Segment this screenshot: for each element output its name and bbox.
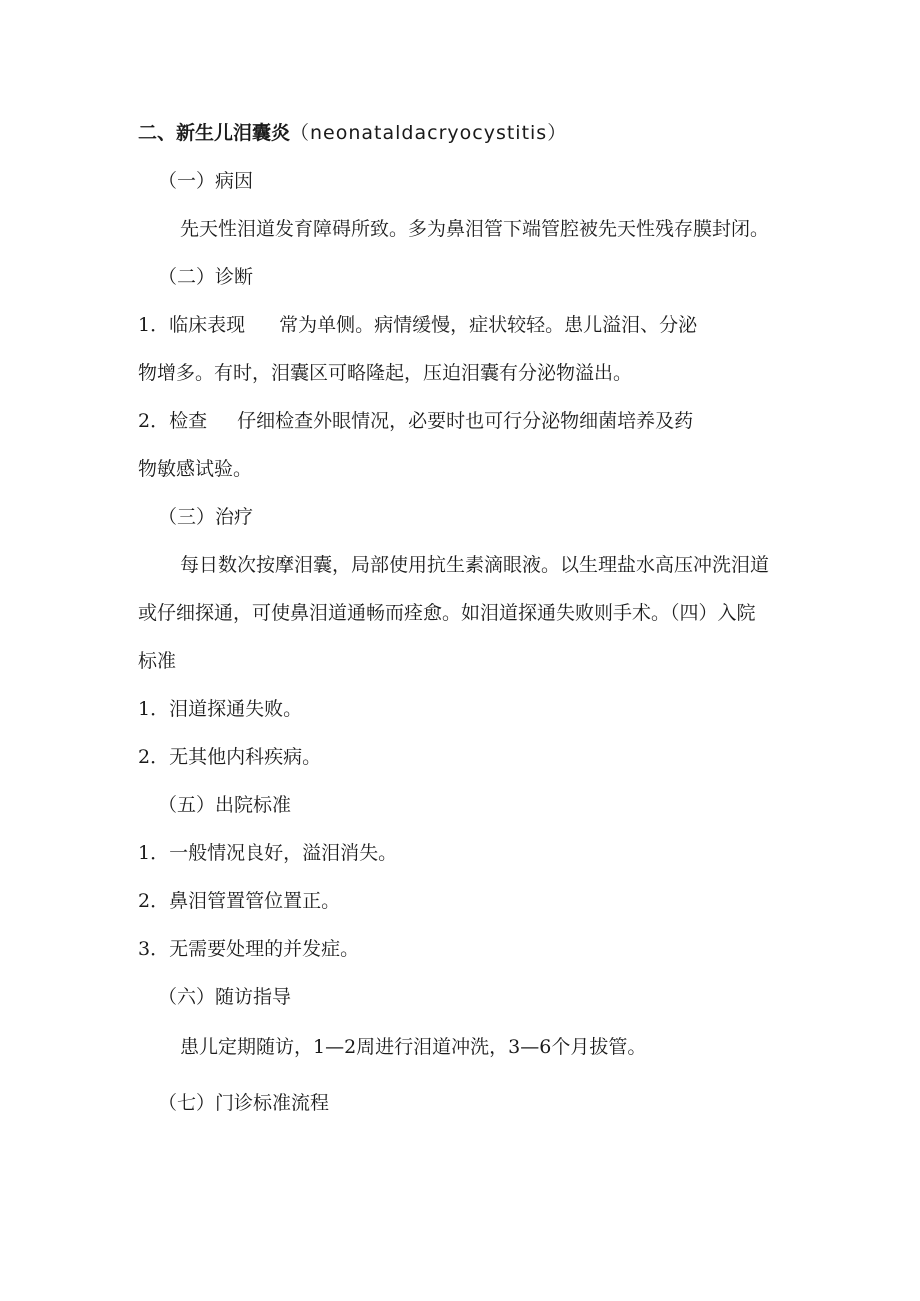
diagnosis-item-1-label: 1．临床表现: [138, 314, 246, 336]
treatment-paragraph-line-2: 或仔细探通，可使鼻泪道通畅而痊愈。如泪道探通失败则手术。（四）入院: [138, 602, 756, 624]
section-outpatient-title: （七）门诊标准流程: [158, 1092, 330, 1114]
admission-item-1: 1．泪道探通失败。: [138, 698, 303, 720]
document-heading: [138, 124, 567, 143]
diagnosis-item-2-continued: 物敏感试验。: [138, 458, 253, 480]
discharge-item-2: 2．鼻泪管置管位置正。: [138, 890, 341, 912]
diagnosis-item-2-label: 2．检查: [138, 410, 208, 432]
treatment-paragraph-line-3: 标准: [138, 650, 177, 672]
diagnosis-item-1-text: 常为单侧。病情缓慢，症状较轻。患儿溢泪、分泌: [279, 314, 698, 336]
section-diagnosis-title: （二）诊断: [158, 266, 254, 288]
section-followup-title: （六）随访指导: [158, 986, 292, 1008]
heading-chinese: 二、新生儿泪囊炎: [138, 122, 291, 144]
section-treatment-title: （三）治疗: [158, 506, 254, 528]
treatment-paragraph-line-1: 每日数次按摩泪囊，局部使用抗生素滴眼液。以生理盐水高压冲洗泪道: [180, 554, 770, 576]
cause-paragraph: 先天性泪道发育障碍所致。多为鼻泪管下端管腔被先天性残存膜封闭。: [180, 218, 770, 240]
heading-latin: （neonataldacryocystitis）: [290, 122, 568, 144]
section-cause-title: （一）病因: [158, 170, 254, 192]
diagnosis-item-1-continued: 物增多。有时，泪囊区可略隆起，压迫泪囊有分泌物溢出。: [138, 362, 633, 384]
diagnosis-item-1: [138, 316, 697, 335]
discharge-item-3: 3．无需要处理的并发症。: [138, 938, 360, 960]
discharge-item-1: 1．一般情况良好，溢泪消失。: [138, 842, 398, 864]
followup-paragraph: 患儿定期随访，1—2周进行泪道冲洗，3—6个月拔管。: [180, 1036, 647, 1058]
section-discharge-title: （五）出院标准: [158, 794, 292, 816]
admission-item-2: 2．无其他内科疾病。: [138, 746, 322, 768]
diagnosis-item-2-text: 仔细检查外眼情况，必要时也可行分泌物细菌培养及药: [237, 410, 694, 432]
diagnosis-item-2: [138, 412, 693, 431]
